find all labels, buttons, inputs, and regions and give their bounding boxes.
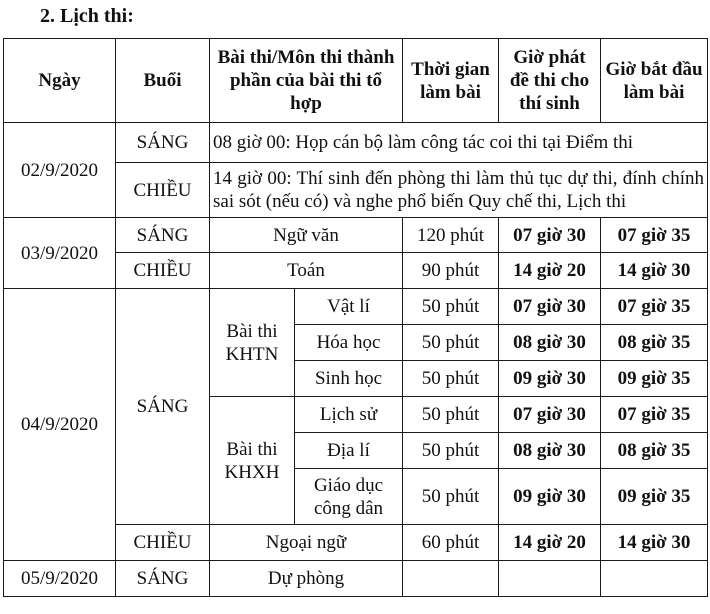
bat-dau-cell: 08 giờ 35: [601, 325, 708, 361]
date-cell: 04/9/2020: [4, 289, 116, 561]
bat-dau-cell: 07 giờ 35: [601, 397, 708, 433]
header-thoi-gian: Thời gian làm bài: [403, 39, 499, 123]
duration-cell: 50 phút: [403, 397, 499, 433]
session-cell: CHIỀU: [116, 253, 210, 289]
date-cell: 05/9/2020: [4, 561, 116, 597]
duration-cell: 90 phút: [403, 253, 499, 289]
subject-cell: Ngoại ngữ: [210, 525, 403, 561]
session-cell: SÁNG: [116, 123, 210, 163]
group-cell-khtn: Bài thi KHTN: [210, 289, 295, 397]
bat-dau-cell: 09 giờ 35: [601, 469, 708, 525]
bat-dau-cell: 07 giờ 35: [601, 218, 708, 253]
subject-cell: Ngữ văn: [210, 218, 403, 253]
duration-cell: 50 phút: [403, 289, 499, 325]
table-header-row: [4, 39, 708, 123]
phat-de-cell: 09 giờ 30: [499, 361, 601, 397]
session-cell: SÁNG: [116, 561, 210, 597]
table-row: [4, 561, 708, 597]
date-cell: 03/9/2020: [4, 218, 116, 289]
phat-de-cell: 14 giờ 20: [499, 253, 601, 289]
subject-cell: Dự phòng: [210, 561, 403, 597]
duration-cell: [403, 561, 499, 597]
exam-schedule-table: [3, 38, 708, 597]
duration-cell: 60 phút: [403, 525, 499, 561]
bat-dau-cell: 14 giờ 30: [601, 525, 708, 561]
subject-cell: Lịch sử: [295, 397, 403, 433]
subject-cell: Giáo dục công dân: [295, 469, 403, 525]
bat-dau-cell: [601, 561, 708, 597]
header-bai-thi: Bài thi/Môn thi thành phần của bài thi tổ hợp: [210, 39, 403, 123]
subject-cell: Hóa học: [295, 325, 403, 361]
header-ngay: Ngày: [4, 39, 116, 123]
phat-de-cell: [499, 561, 601, 597]
subject-cell: Địa lí: [295, 433, 403, 469]
phat-de-cell: 07 giờ 30: [499, 397, 601, 433]
phat-de-cell: 07 giờ 30: [499, 289, 601, 325]
bat-dau-cell: 09 giờ 35: [601, 361, 708, 397]
bat-dau-cell: 07 giờ 35: [601, 289, 708, 325]
duration-cell: 50 phút: [403, 433, 499, 469]
duration-cell: 50 phút: [403, 469, 499, 525]
session-cell: SÁNG: [116, 218, 210, 253]
bat-dau-cell: 08 giờ 35: [601, 433, 708, 469]
subject-cell: Toán: [210, 253, 403, 289]
phat-de-cell: 08 giờ 30: [499, 325, 601, 361]
duration-cell: 120 phút: [403, 218, 499, 253]
header-buoi: Buổi: [116, 39, 210, 123]
table-row: [4, 218, 708, 253]
phat-de-cell: 07 giờ 30: [499, 218, 601, 253]
phat-de-cell: 14 giờ 20: [499, 525, 601, 561]
session-cell: SÁNG: [116, 289, 210, 525]
header-gio-phat-de: Giờ phát đề thi cho thí sinh: [499, 39, 601, 123]
date-cell: 02/9/2020: [4, 123, 116, 218]
duration-cell: 50 phút: [403, 325, 499, 361]
table-row: [4, 289, 708, 325]
session-cell: CHIỀU: [116, 163, 210, 218]
note-cell: 14 giờ 00: Thí sinh đến phòng thi làm thủ tục dự thi, đính chính sai sót (nếu có) và nghe phổ biến Quy chế thi, Lịch thi: [210, 163, 708, 218]
header-gio-bat-dau: Giờ bắt đầu làm bài: [601, 39, 708, 123]
section-heading: 2. Lịch thi:: [40, 5, 134, 27]
note-cell: 08 giờ 00: Họp cán bộ làm công tác coi thi tại Điểm thi: [210, 123, 708, 163]
subject-cell: Vật lí: [295, 289, 403, 325]
phat-de-cell: 09 giờ 30: [499, 469, 601, 525]
duration-cell: 50 phút: [403, 361, 499, 397]
session-cell: CHIỀU: [116, 525, 210, 561]
phat-de-cell: 08 giờ 30: [499, 433, 601, 469]
table-row: [4, 123, 708, 163]
bat-dau-cell: 14 giờ 30: [601, 253, 708, 289]
subject-cell: Sinh học: [295, 361, 403, 397]
group-cell-khxh: Bài thi KHXH: [210, 397, 295, 525]
